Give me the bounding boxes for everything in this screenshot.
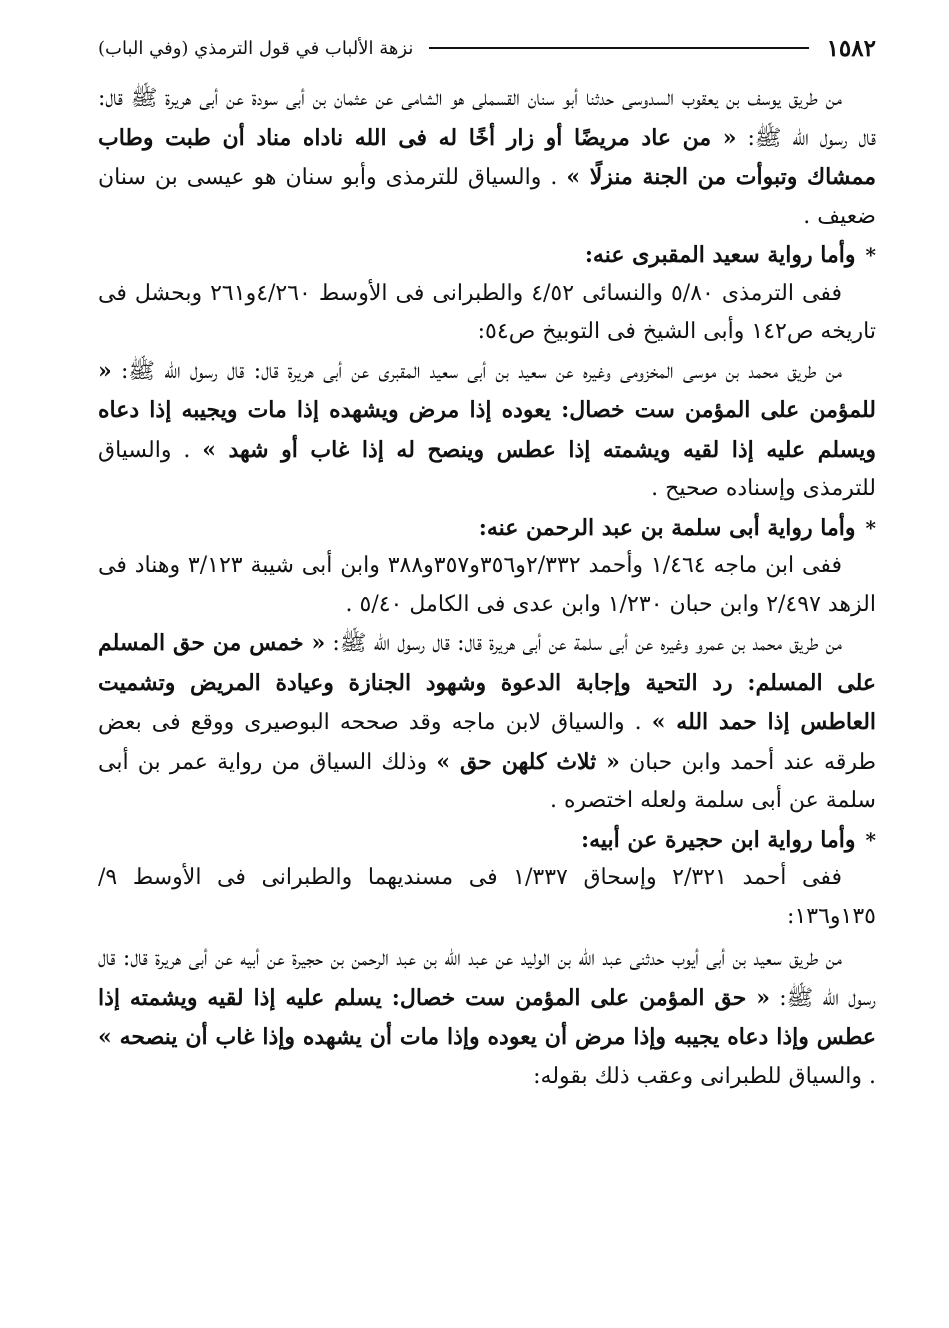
section-heading-2	[98, 509, 876, 548]
section-heading-text: وأما رواية سعيد المقبرى عنه:	[584, 242, 856, 268]
hadith-quote: « خمس من حق المسلم على المسلم: رد التحية وإجابة الدعوة وشهود الجنازة وعيادة المريض وتشميت العاطس إذا حمد الله »	[98, 630, 877, 735]
paragraph-4: ففى ابن ماجه ١/٤٦٤ وأحمد ٢/٣٣٢و٣٥٦و٣٥٧و٣٨٨ وابن أبى شيبة ٣/١٢٣ وهناد فى الزهد ٢/٤٩٧ وابن حبان ١/٢٣٠ وابن عدى فى الكامل ٥/٤٠ .	[98, 553, 876, 617]
paragraph-text: من طريق يوسف بن يعقوب السدوسى حدثنا أبو سنان القسملى هو الشامى عن عثمان بن أبى سودة عن أبى هريرة ﷺ قال: قال رسول الله ﷺ:	[98, 86, 876, 151]
section-heading-3	[98, 821, 876, 860]
asterisk-icon: *	[865, 243, 876, 267]
section-heading-1	[98, 236, 876, 275]
paragraph-text: . والسياق لابن ماجه وقد صححه البوصيرى ووقع فى بعض طرقه عند أحمد وابن حبان	[98, 710, 876, 775]
paragraph-7	[98, 940, 876, 1096]
section-heading-text: وأما رواية ابن حجيرة عن أبيه:	[580, 826, 856, 853]
paragraph-text: . والسياق للطبرانى وعقب ذلك بقوله:	[533, 1063, 876, 1089]
asterisk-icon: *	[865, 827, 876, 852]
paragraph-6: ففى أحمد ٢/٣٢١ وإسحاق ١/٣٣٧ فى مسنديهما والطبرانى فى الأوسط ٩/ ١٣٥و١٣٦:	[98, 865, 876, 929]
page-body	[98, 80, 876, 1096]
running-title: نزهة الألباب في قول الترمذي (وفي الباب)	[98, 37, 414, 59]
page-number: ١٥٨٢	[826, 34, 876, 62]
paragraph-3	[98, 352, 876, 509]
hadith-quote: « من عاد مريضًا أو زار أخًا له فى الله ناداه مناد أن طبت وطاب ممشاك وتبوأت من الجنة منزلًا »	[98, 124, 876, 190]
paragraph-text: . والسياق للترمذى وأبو سنان هو عيسى بن سنان ضعيف .	[98, 165, 876, 229]
paragraph-text: وذلك السياق من رواية عمر بن أبى سلمة عن أبى سلمة ولعله اختصره .	[98, 749, 876, 813]
book-page	[98, 30, 876, 1310]
asterisk-icon: *	[865, 515, 876, 540]
hadith-quote: « حق المؤمن على المؤمن ست خصال: يسلم عليه إذا لقيه ويشمته إذا عطس وإذا دعاه يجيبه وإذا مرض أن يعوده وإذا مات أن يشهده وإذا غاب أن ينصحه »	[98, 984, 876, 1050]
paragraph-text: . والسياق للترمذى وإسناده صحيح .	[98, 437, 876, 501]
section-heading-text: وأما رواية أبى سلمة بن عبد الرحمن عنه:	[478, 514, 856, 541]
page-header	[98, 30, 876, 66]
hadith-quote: « للمؤمن على المؤمن ست خصال: يعوده إذا مرض ويشهده إذا مات ويجيبه إذا دعاه ويسلم عليه إذا لقيه ويشمته إذا عطس وينصح له إذا غاب أو شهد »	[98, 357, 876, 463]
paragraph-text: من طريق محمد بن موسى المخزومى وغيره عن سعيد بن أبى سعيد المقبرى عن أبى هريرة قال: قال رسول الله ﷺ:	[111, 358, 842, 384]
hadith-quote: « ثلاث كلهن حق »	[436, 748, 620, 775]
paragraph-5	[98, 624, 876, 821]
paragraph-1	[98, 80, 876, 236]
paragraph-text: من طريق سعيد بن أبى أيوب حدثنى عبد الله بن الوليد عن عبد الله بن عبد الرحمن بن حجيرة عن أبيه عن أبى هريرة قال: قال رسول الله ﷺ:	[98, 946, 876, 1011]
paragraph-text: من طريق محمد بن عمرو وغيره عن أبى سلمة عن أبى هريرة قال: قال رسول الله ﷺ:	[325, 631, 842, 656]
paragraph-2: ففى الترمذى ٥/٨٠ والنسائى ٤/٥٢ والطبرانى فى الأوسط ٤/٢٦٠و٢٦١ وبحشل فى تاريخه ص١٤٢ وأبى الشيخ فى التوبيخ ص٥٤:	[98, 280, 876, 344]
header-divider-line	[429, 47, 808, 49]
